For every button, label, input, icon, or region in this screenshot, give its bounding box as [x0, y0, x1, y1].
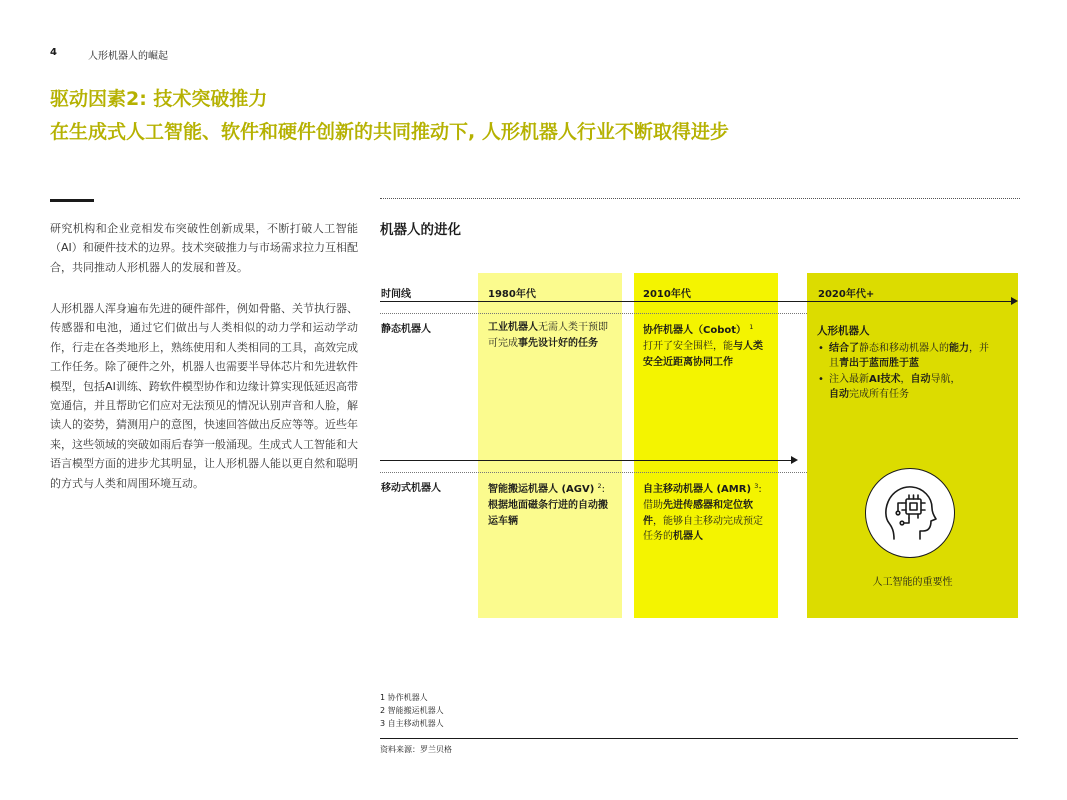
evolution-title: 机器人的进化 — [380, 222, 461, 238]
cell-bold: 自主移动机器人 (AMR) — [643, 484, 752, 495]
header-timeline: 时间线 — [381, 289, 411, 300]
intro-paragraph-1: 研究机构和企业竞相发布突破性创新成果，不断打破人工智能（AI）和硬件技术的边界。技术突破推力与市场需求拉力互相配合，共同推动人形机器人的发展和普及。 — [50, 222, 358, 274]
cell-text: ，能够自主移动完成预定任务的 — [643, 515, 763, 543]
cell-bold: 自动 — [829, 388, 849, 400]
footnote: 3 自主移动机器人 — [380, 719, 444, 728]
ai-head-icon — [865, 468, 955, 558]
row-separator — [380, 472, 807, 473]
cell-text: ，并且 — [829, 343, 989, 369]
footnote-ref: 3 — [754, 482, 759, 490]
cell-bold: 根据地面磁条行进的自动搬运车辆 — [488, 499, 608, 527]
humanoid-title: 人形机器人 — [817, 325, 870, 337]
cell-amr — [643, 479, 771, 545]
page-subtitle: 在生成式人工智能、软件和硬件创新的共同推动下, 人形机器人行业不断取得进步 — [50, 121, 729, 143]
mobile-arrowhead-icon — [791, 456, 798, 464]
list-item — [817, 342, 997, 371]
cell-agv — [488, 479, 616, 529]
cell-bold: 青出于蓝而胜于蓝 — [839, 357, 919, 369]
cell-text: 无需人类干预即可完成 — [488, 322, 608, 349]
page-number: 4 — [50, 47, 57, 58]
cell-text: : — [601, 484, 606, 495]
running-header: 人形机器人的崛起 — [88, 51, 168, 62]
cell-bold: 自动 — [910, 374, 931, 385]
cell-bold: 协作机器人（Cobot） — [643, 325, 747, 336]
cell-text: 注入最新 — [829, 374, 869, 385]
list-item — [817, 373, 997, 402]
mobile-arrow-line — [380, 460, 792, 461]
header-2010s: 2010年代 — [643, 289, 691, 300]
ai-caption: 人工智能的重要性 — [872, 577, 953, 588]
cell-bold: 智能搬运机器人 (AGV) — [488, 484, 595, 495]
accent-divider — [50, 199, 94, 202]
cell-industrial-robot — [488, 320, 614, 352]
humanoid-bullets — [817, 342, 997, 404]
cell-bold: 机器人 — [673, 531, 703, 543]
cell-bold: 能力 — [949, 343, 969, 354]
source-note: 资料来源：罗兰贝格 — [380, 745, 452, 754]
footnote: 2 智能搬运机器人 — [380, 706, 444, 715]
cell-text: : 借助 — [643, 484, 762, 511]
timeline-arrow-line — [380, 301, 1012, 302]
intro-paragraph-2: 人形机器人浑身遍布先进的硬件部件，例如骨骼、关节执行器、传感器和电池，通过它们做出与人类相似的动力学和运动学动作，行走在各类地形上，熟练使用和人类相同的工具，高效完成工作任务。除了硬件之外，机器人也需要半导体芯片和先进软件模型，包括AI训练、跨软件模型协作和边缘计算实现低延迟高带宽通信，并且帮助它们应对无法预见的情况认别声音和人脸，解读人的姿势，猜测用户的意图，快速回答做出反应等等。近些年来，这些领域的突破如雨后春笋一般涌现。生成式人工智能和大语言模型方面的进步尤其明显，让人形机器人能以更自然和聪明的方式与人类和周围环境互动。 — [50, 302, 358, 490]
cell-text: 完成所有任务 — [849, 388, 909, 400]
cell-cobot — [643, 320, 771, 370]
cell-bold: AI技术 — [869, 374, 901, 385]
row-label-static: 静态机器人 — [381, 324, 431, 335]
section-dotted-rule — [380, 198, 1020, 199]
cell-bold: 结合了 — [829, 343, 859, 354]
page-title: 驱动因素2: 技术突破推力 — [50, 88, 268, 110]
footnote-ref: 2 — [597, 482, 602, 490]
header-1980s: 1980年代 — [488, 289, 536, 300]
header-2020s: 2020年代+ — [818, 289, 875, 300]
row-separator — [380, 313, 807, 314]
timeline-arrowhead-icon — [1011, 297, 1018, 305]
bottom-rule — [380, 738, 1018, 739]
cell-bold: 事先设计好的任务 — [518, 337, 598, 349]
cell-bold: 与人类安全近距离协同工作 — [643, 340, 763, 368]
cell-text: 打开了安全围栏，能 — [643, 340, 733, 352]
row-label-mobile: 移动式机器人 — [381, 483, 441, 494]
cell-bold: 工业机器人 — [488, 322, 538, 333]
cell-text: 静态和移动机器人的 — [859, 343, 949, 354]
footnote: 1 协作机器人 — [380, 693, 428, 702]
cell-text: ， — [900, 374, 911, 385]
cell-bold: 先进传感器和定位软件 — [643, 499, 753, 527]
cell-text: 导航， — [930, 374, 961, 385]
footnote-ref: 1 — [749, 323, 754, 331]
